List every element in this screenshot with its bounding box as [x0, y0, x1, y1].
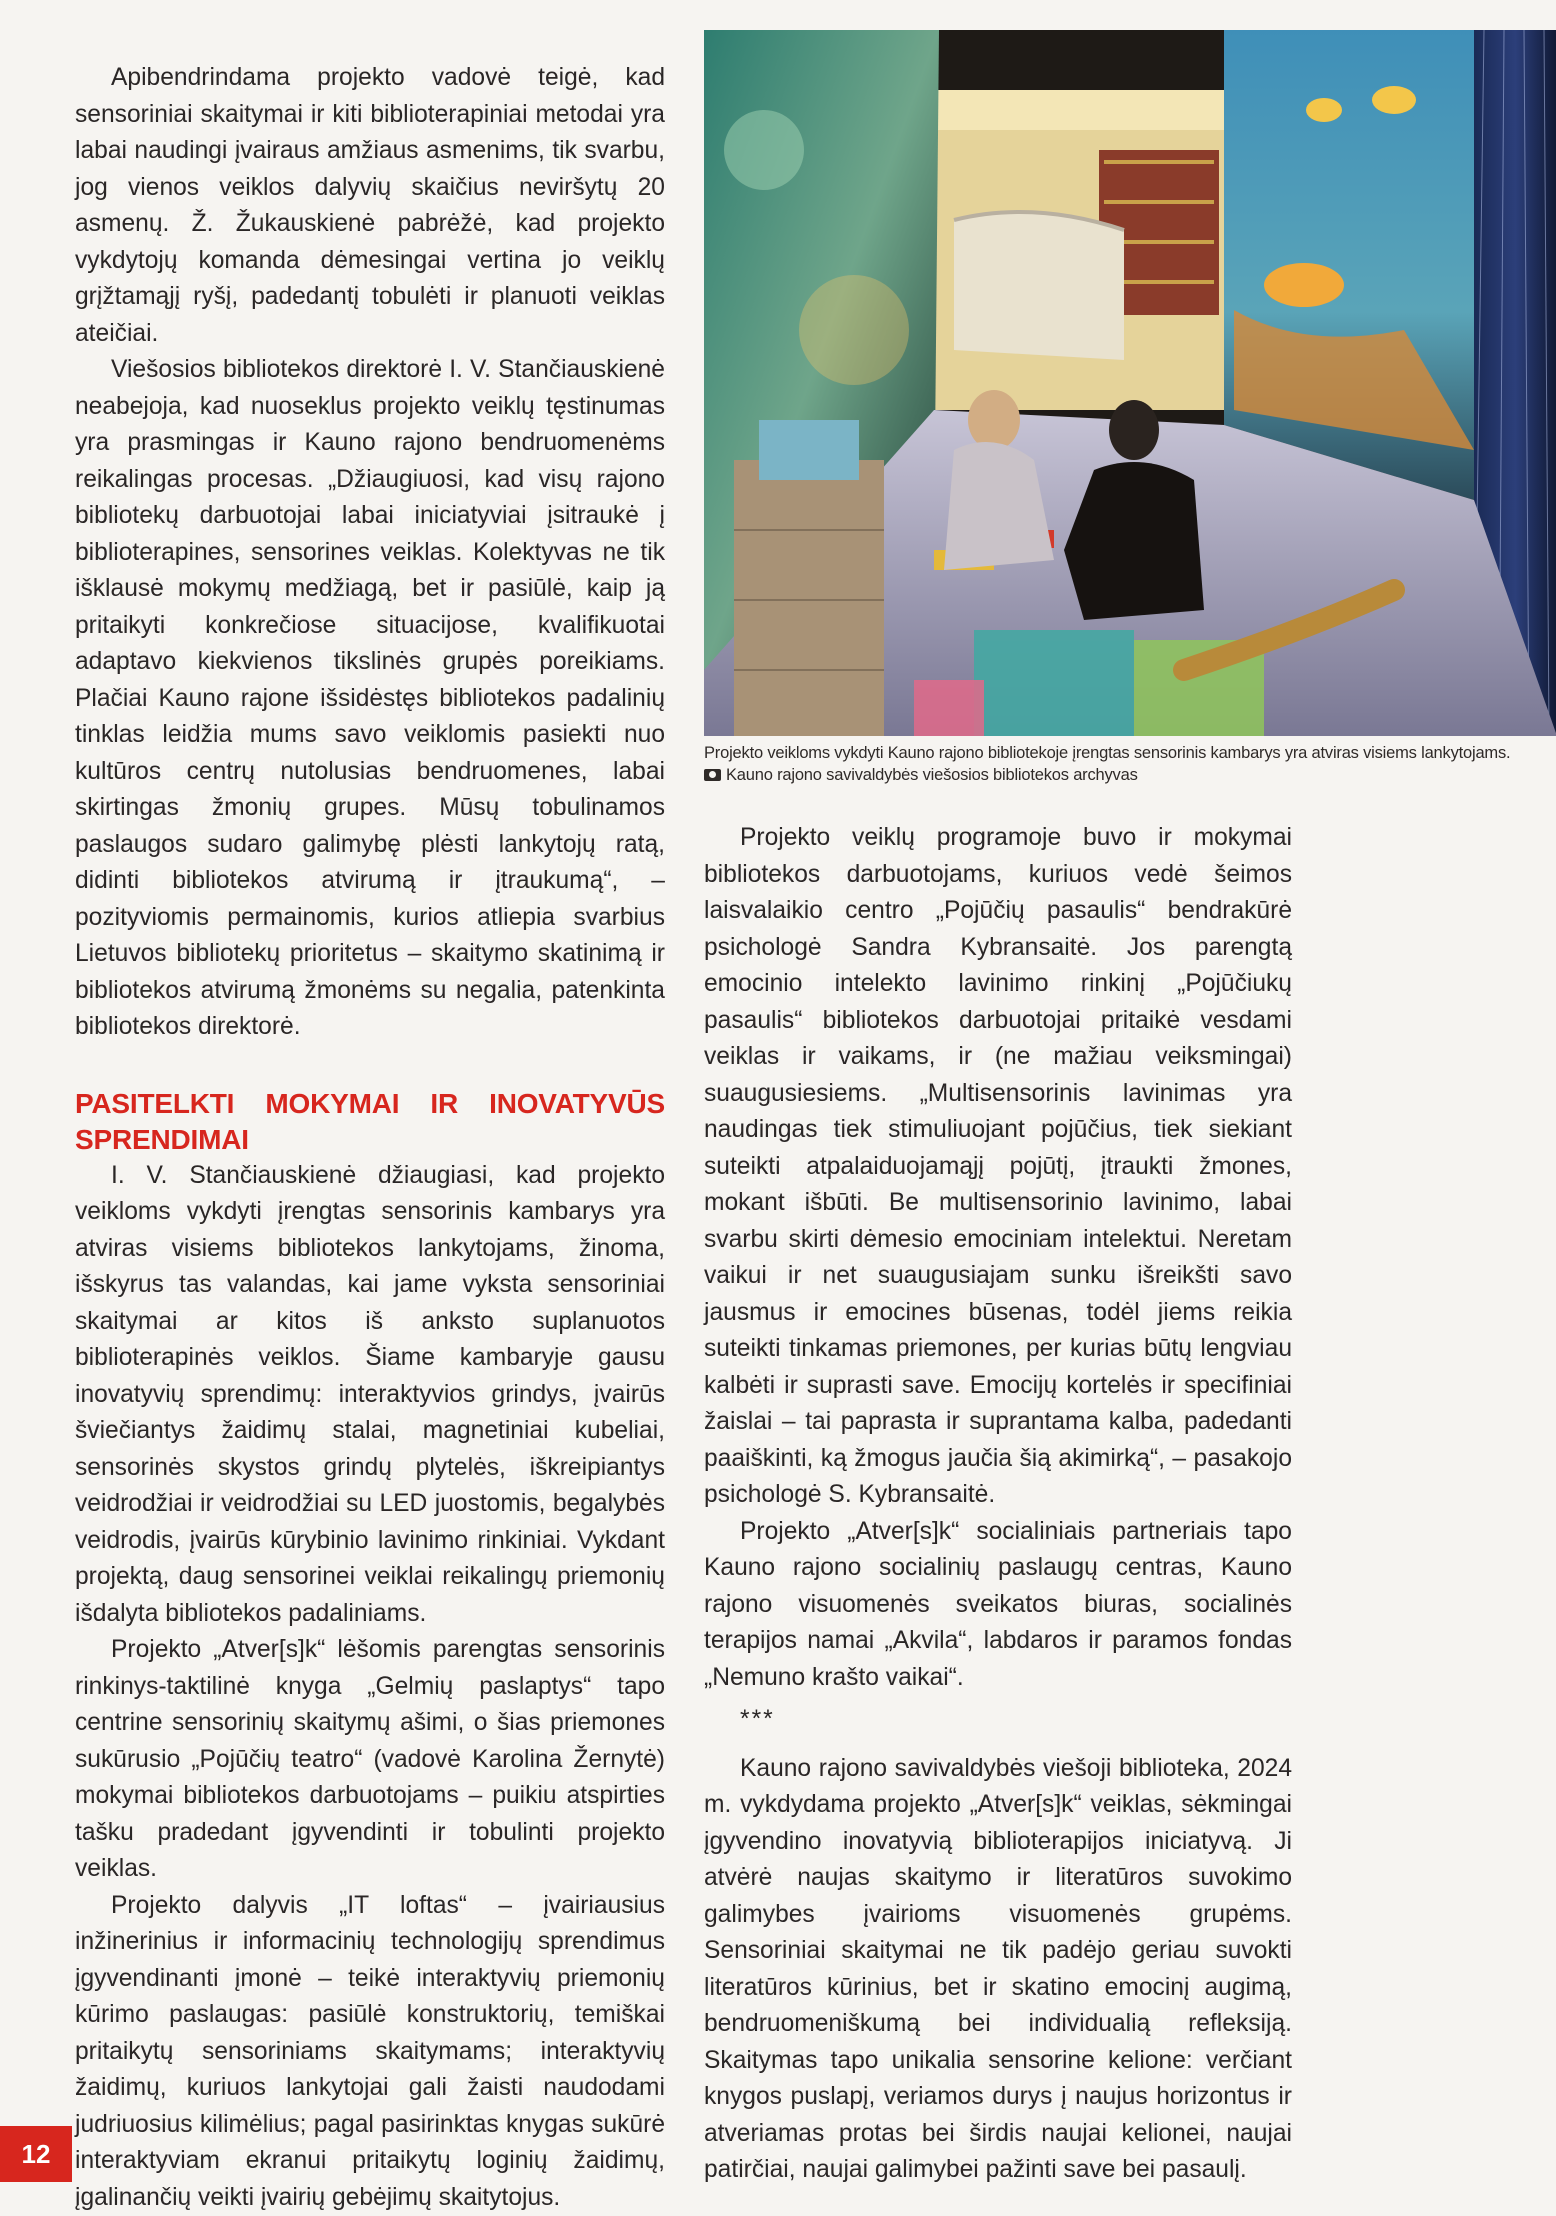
paragraph: I. V. Stančiauskienė džiaugiasi, kad projekto veikloms vykdyti įrengtas sensorinis kambarys yra atviras visiems bibliotekos lankytojams, žinoma, išskyrus tas valandas, kai jame vyksta sensoriniai skaitymai ar kitos iš anksto suplanuotos biblioterapinės veiklos. Šiame kambaryje gausu inovatyvių sprendimų: interaktyvios grindys, įvairūs šviečiantys žaidimų stalai, magnetiniai kubeliai, sensorinės skystos grindų plytelės, iškreipiantys veidrodžiai ir veidrodžiai su LED juostomis, begalybės veidrodis, įvairūs kūrybinio lavinimo rinkiniai. Vykdant projektą, daug sensorinei veiklai reikalingų priemonių išdalyta bibliotekos padaliniams.	[75, 1158, 665, 1633]
section-heading: PASITELKTI MOKYMAI IR INOVATYVŪS SPRENDIMAI	[75, 1086, 665, 1158]
credit-text: Kauno rajono savivaldybės viešosios bibliotekos archyvas	[726, 766, 1138, 784]
paragraph: Projekto „Atver[s]k“ socialiniais partneriais tapo Kauno rajono socialinių paslaugų centras, Kauno rajono visuomenės sveikatos biuras, socialinės terapijos namai „Akvila“, labdaros ir paramos fondas „Nemuno krašto vaikai“.	[704, 1514, 1292, 1697]
camera-icon	[704, 769, 721, 781]
paragraph: Projekto dalyvis „IT loftas“ – įvairiausius inžinerinius ir informacinių technologijų sprendimus įgyvendinanti įmonė – teikė interaktyvių priemonių kūrimo paslaugas: pasiūlė konstruktorių, temiškai pritaikytų sensoriniams skaitymams; interaktyvių žaidimų, kuriuos lankytojai gali žaisti naudodami judriuosius kilimėlius; pagal pasirinktas knygas sukūrė interaktyviam ekranui pritaikytų loginių žaidimų, įgalinančių veikti įvairių gebėjimų skaitytojus.	[75, 1888, 665, 2216]
paragraph: Apibendrindama projekto vadovė teigė, kad sensoriniai skaitymai ir kiti biblioterapiniai metodai yra labai naudingi įvairaus amžiaus asmenims, tik svarbu, jog vienos veiklos dalyvių skaičius neviršytų 20 asmenų. Ž. Žukauskienė pabrėžė, kad projekto vykdytojų komanda dėmesingai vertina jo veiklų grįžtamąjį ryšį, padedantį tobulėti ir planuoti veiklas ateičiai.	[75, 60, 665, 352]
caption-text: Projekto veikloms vykdyti Kauno rajono bibliotekoje įrengtas sensorinis kambarys yra atviras visiems lankytojams.	[704, 742, 1554, 764]
photo-illustration	[704, 30, 1556, 736]
right-column	[704, 820, 1292, 2189]
sensory-room-photo	[704, 30, 1556, 736]
left-column	[75, 60, 665, 2216]
paragraph: Projekto „Atver[s]k“ lėšomis parengtas sensorinis rinkinys-taktilinė knyga „Gelmių paslaptys“ tapo centrine sensorinių skaitymų ašimi, o šias priemones sukūrusio „Pojūčių teatro“ (vadovė Karolina Žernytė) mokymai bibliotekos darbuotojams – puikiu atspirties tašku pradedant įgyvendinti ir tobulinti projekto veiklas.	[75, 1632, 665, 1888]
section-separator: ***	[704, 1702, 1292, 1739]
paragraph: Projekto veiklų programoje buvo ir mokymai bibliotekos darbuotojams, kuriuos vedė šeimos laisvalaikio centro „Pojūčių pasaulis“ bendrakūrė psichologė Sandra Kybransaitė. Jos parengtą emocinio intelekto lavinimo rinkinį „Pojūčiukų pasaulis“ bibliotekos darbuotojai pritaikė vesdami veiklas ir vaikams, ir (ne mažiau veiksmingai) suaugusiesiems. „Multisensorinis lavinimas yra naudingas tiek stimuliuojant pojūčius, tiek siekiant suteikti atpalaiduojamąjį pojūtį, įtraukti žmones, mokant išbūti. Be multisensorinio lavinimo, labai svarbu skirti dėmesio emociniam intelektui. Neretam vaikui ir net suaugusiajam sunku išreikšti savo jausmus ir emocines būsenas, todėl jiems reikia suteikti tinkamas priemones, per kurias būtų lengviau kalbėti ir suprasti save. Emocijų kortelės ir specifiniai žaislai – tai paprasta ir suprantama kalba, padedanti paaiškinti, ką žmogus jaučia šią akimirką“, – pasakojo psichologė S. Kybransaitė.	[704, 820, 1292, 1514]
paragraph: Viešosios bibliotekos direktorė I. V. Stančiauskienė neabejoja, kad nuoseklus projekto veiklų tęstinumas yra prasmingas ir Kauno rajono bendruomenėms reikalingas procesas. „Džiaugiuosi, kad visų rajono bibliotekų darbuotojai labai iniciatyviai įsitraukė į biblioterapines, sensorines veiklas. Kolektyvas ne tik išklausė mokymų medžiagą, bet ir pasiūlė, kaip ją pritaikyti konkrečiose situacijose, kvalifikuotai adaptavo kiekvienos tikslinės grupės poreikiams. Plačiai Kauno rajone išsidėstęs bibliotekos padalinių tinklas leidžia mums savo veiklomis pasiekti nuo kultūros centrų nutolusias bendruomenes, labai skirtingas žmonių grupes. Mūsų tobulinamos paslaugos sudaro galimybę plėsti lankytojų ratą, didinti bibliotekos atvirumą ir įtraukumą“, – pozityviomis permainomis, kurios atliepia svarbius Lietuvos bibliotekų prioritetus – skaitymo skatinimą ir bibliotekos atvirumą žmonėms su negalia, patenkinta bibliotekos direktorė.	[75, 352, 665, 1046]
page-number: 12	[0, 2126, 72, 2182]
photo-credit	[704, 764, 1554, 786]
paragraph: Kauno rajono savivaldybės viešoji biblioteka, 2024 m. vykdydama projekto „Atver[s]k“ veiklas, sėkmingai įgyvendino inovatyvią biblioterapijos iniciatyvą. Ji atvėrė naujas skaitymo ir literatūros suvokimo galimybes įvairioms visuomenės grupėms. Sensoriniai skaitymai ne tik padėjo geriau suvokti literatūros kūrinius, bet ir skatino emocinį augimą, bendruomeniškumą bei individualią refleksiją. Skaitymas tapo unikalia sensorine kelione: verčiant knygos puslapį, veriamos durys į naujus horizontus ir atveriamas protas bei širdis naujai kelionei, naujai patirčiai, naujai galimybei pažinti save bei pasaulį.	[704, 1751, 1292, 2189]
photo-caption	[704, 742, 1554, 786]
